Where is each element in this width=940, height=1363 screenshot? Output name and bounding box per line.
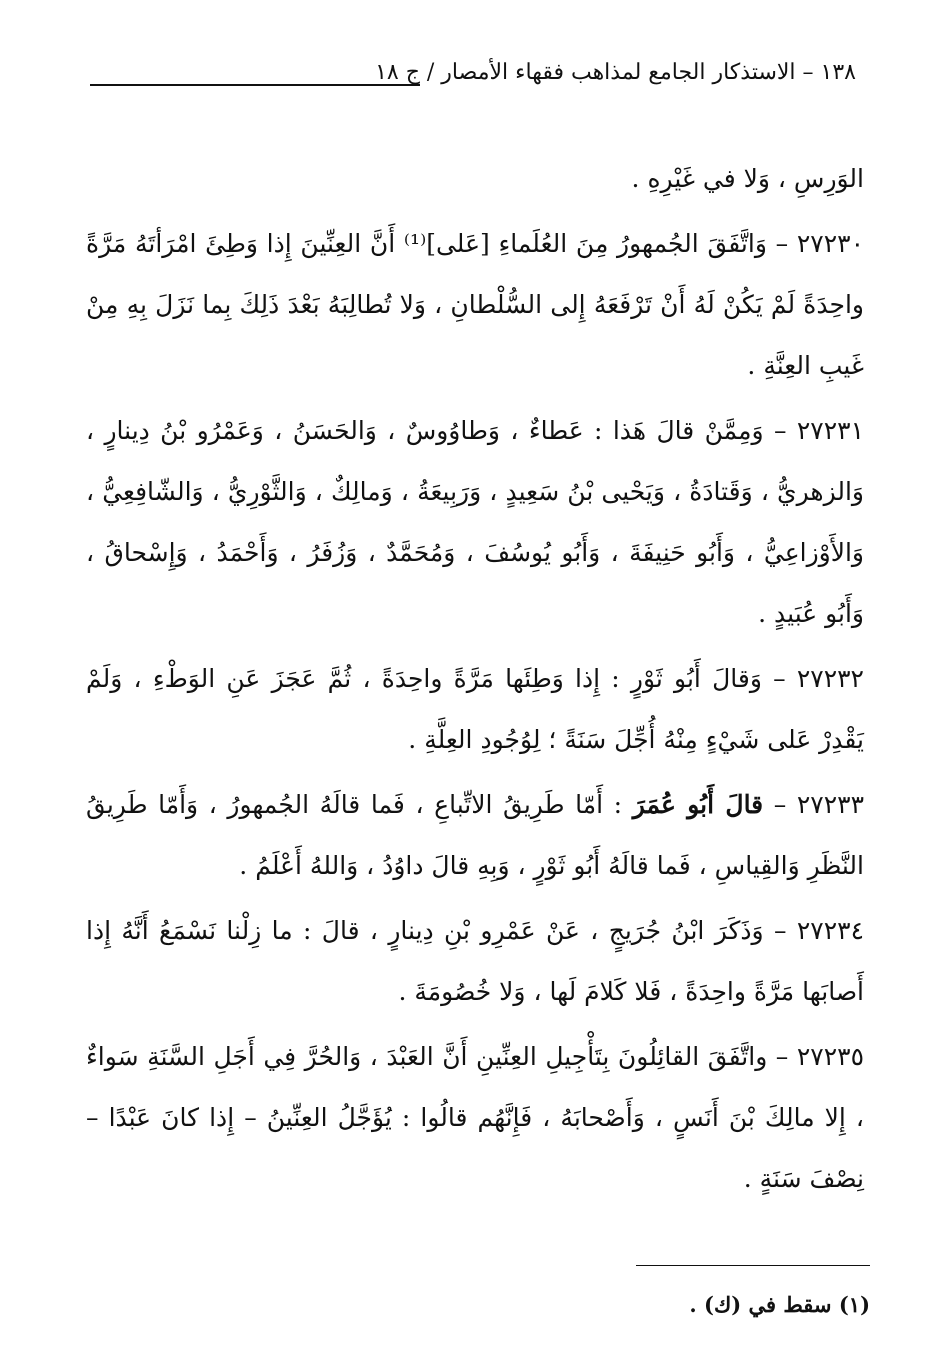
paragraph-text: واتَّفَقَ القائِلُونَ بِتَأْجِيلِ العِنِّينِ أَنَّ العَبْدَ ، وَالحُرَّ فِي أَجَلِ السَّنَةِ سَواءٌ ، إِلا مالِكَ بْنَ أَنَسٍ ، وَأَصْحابَهُ ، فَإِنَّهُم قالُوا : يُؤَجَّلُ العِنِّينُ – إِذا كانَ عَبْدًا – نِصْفَ سَنَةٍ . (86, 1042, 864, 1193)
paragraph: ٢٧٢٣٠ – وَاتَّفَقَ الجُمهورُ مِنَ العُلَماءِ [عَلى]⁽¹⁾ أَنَّ العِنِّينَ إِذا وَطِئَ امْرَأتَهُ مَرَّةً واحِدَةً لَمْ يَكُنْ لَهُ أَنْ تَرْفَعَهُ إِلى السُّلْطانِ ، وَلا تُطالِبَهُ بَعْدَ ذَلِكَ بِما نَزَلَ بِهِ مِنْ غَيبِ العِنَّةِ . (86, 229, 864, 380)
paragraph: ٢٧٢٣٤ – وَذَكَرَ ابْنُ جُرَيجٍ ، عَنْ عَمْرِو بْنِ دِينارٍ ، قالَ : ما زِلْنا نَسْمَعُ أَنَّهُ إِذا أَصابَها مَرَّةً واحِدَةً ، فَلا كَلامَ لَها ، وَلا خُصُومَةَ . (86, 916, 864, 1006)
paragraph-number: ٢٧٢٣١ (796, 416, 864, 445)
paragraph-number: ٢٧٢٣٣ (796, 790, 864, 819)
footnote: (١) سقط في (ك) . (689, 1292, 870, 1317)
paragraph-number: ٢٧٢٣٠ (796, 229, 864, 258)
paragraph: ٢٧٢٣٥ – واتَّفَقَ القائِلُونَ بِتَأْجِيلِ العِنِّينِ أَنَّ العَبْدَ ، وَالحُرَّ فِي أَجَلِ السَّنَةِ سَواءٌ ، إِلا مالِكَ بْنَ أَنَسٍ ، وَأَصْحابَهُ ، فَإِنَّهُم قالُوا : يُؤَجَّلُ العِنِّينُ – إِذا كانَ عَبْدًا – نِصْفَ سَنَةٍ . (86, 1042, 864, 1193)
continuation-text: الوَرِسِ ، وَلا في غَيْرِهِ . (631, 164, 864, 193)
paragraph-text: : أَمّا طَرِيقُ الاتِّباعِ ، فَما قالَهُ الجُمهورُ ، وَأَمّا طَرِيقُ النَّظَرِ وَالقِياسِ ، فَما قالَهُ أَبُو ثَوْرٍ ، وَبِهِ قالَ داوُدُ ، وَاللهُ أَعْلَمُ . (86, 790, 864, 880)
paragraph-text: وَذَكَرَ ابْنُ جُرَيجٍ ، عَنْ عَمْرِو بْنِ دِينارٍ ، قالَ : ما زِلْنا نَسْمَعُ أَنَّهُ إِذا أَصابَها مَرَّةً واحِدَةً ، فَلا كَلامَ لَها ، وَلا خُصُومَةَ . (86, 916, 864, 1006)
header-rule (90, 84, 420, 86)
paragraph-number: ٢٧٢٣٥ (796, 1042, 864, 1071)
footnote-rule (636, 1265, 870, 1266)
paragraph-number: ٢٧٢٣٢ (796, 664, 864, 693)
paragraph-number: ٢٧٢٣٤ (796, 916, 864, 945)
paragraph: ٢٧٢٣٣ – قالَ أَبُو عُمَرَ : أَمّا طَرِيقُ الاتِّباعِ ، فَما قالَهُ الجُمهورُ ، وَأَمّا طَرِيقُ النَّظَرِ وَالقِياسِ ، فَما قالَهُ أَبُو ثَوْرٍ ، وَبِهِ قالَ داوُدُ ، وَاللهُ أَعْلَمُ . (86, 790, 864, 880)
paragraph-lead: قالَ أَبُو عُمَرَ (632, 790, 764, 819)
paragraph: ٢٧٢٣٢ – وَقالَ أَبُو ثَوْرٍ : إِذا وَطِئَها مَرَّةً واحِدَةً ، ثُمَّ عَجَزَ عَنِ الوَطْءِ ، وَلَمْ يَقْدِرْ عَلى شَيْءٍ مِنْهُ أُجِّلَ سَنَةً ؛ لِوُجُودِ العِلَّةِ . (86, 664, 864, 754)
body-text (86, 148, 864, 1213)
paragraph-text: وَمِمَّنْ قالَ هَذا : عَطاءٌ ، وَطاوُوسٌ ، وَالحَسَنُ ، وَعَمْرُو بْنُ دِينارٍ ، وَالزهريُّ ، وَقَتادَةُ ، وَيَحْيى بْنُ سَعِيدٍ ، وَرَبِيعَةُ ، وَمالِكٌ ، وَالثَّوْرِيُّ ، وَالشّافِعِيُّ ، وَالأَوْزاعِيُّ ، وَأَبُو حَنِيفَةَ ، وَأَبُو يُوسُفَ ، وَمُحَمَّدٌ ، وَزُفَرُ ، وَأَحْمَدُ ، وَإِسْحاقُ ، وَأَبُو عُبَيدٍ . (86, 416, 864, 628)
paragraph-text: وَاتَّفَقَ الجُمهورُ مِنَ العُلَماءِ [عَلى]⁽¹⁾ أَنَّ العِنِّينَ إِذا وَطِئَ امْرَأتَهُ مَرَّةً واحِدَةً لَمْ يَكُنْ لَهُ أَنْ تَرْفَعَهُ إِلى السُّلْطانِ ، وَلا تُطالِبَهُ بَعْدَ ذَلِكَ بِما نَزَلَ بِهِ مِنْ غَيبِ العِنَّةِ . (86, 229, 864, 380)
running-header: ١٣٨ – الاستذكار الجامع لمذاهب فقهاء الأمصار / ج ١٨ (375, 60, 856, 85)
paragraph-text: وَقالَ أَبُو ثَوْرٍ : إِذا وَطِئَها مَرَّةً واحِدَةً ، ثُمَّ عَجَزَ عَنِ الوَطْءِ ، وَلَمْ يَقْدِرْ عَلى شَيْءٍ مِنْهُ أُجِّلَ سَنَةً ؛ لِوُجُودِ العِلَّةِ . (86, 664, 864, 754)
paragraph: ٢٧٢٣١ – وَمِمَّنْ قالَ هَذا : عَطاءٌ ، وَطاوُوسٌ ، وَالحَسَنُ ، وَعَمْرُو بْنُ دِينارٍ ، وَالزهريُّ ، وَقَتادَةُ ، وَيَحْيى بْنُ سَعِيدٍ ، وَرَبِيعَةُ ، وَمالِكٌ ، وَالثَّوْرِيُّ ، وَالشّافِعِيُّ ، وَالأَوْزاعِيُّ ، وَأَبُو حَنِيفَةَ ، وَأَبُو يُوسُفَ ، وَمُحَمَّدٌ ، وَزُفَرُ ، وَأَحْمَدُ ، وَإِسْحاقُ ، وَأَبُو عُبَيدٍ . (86, 416, 864, 628)
